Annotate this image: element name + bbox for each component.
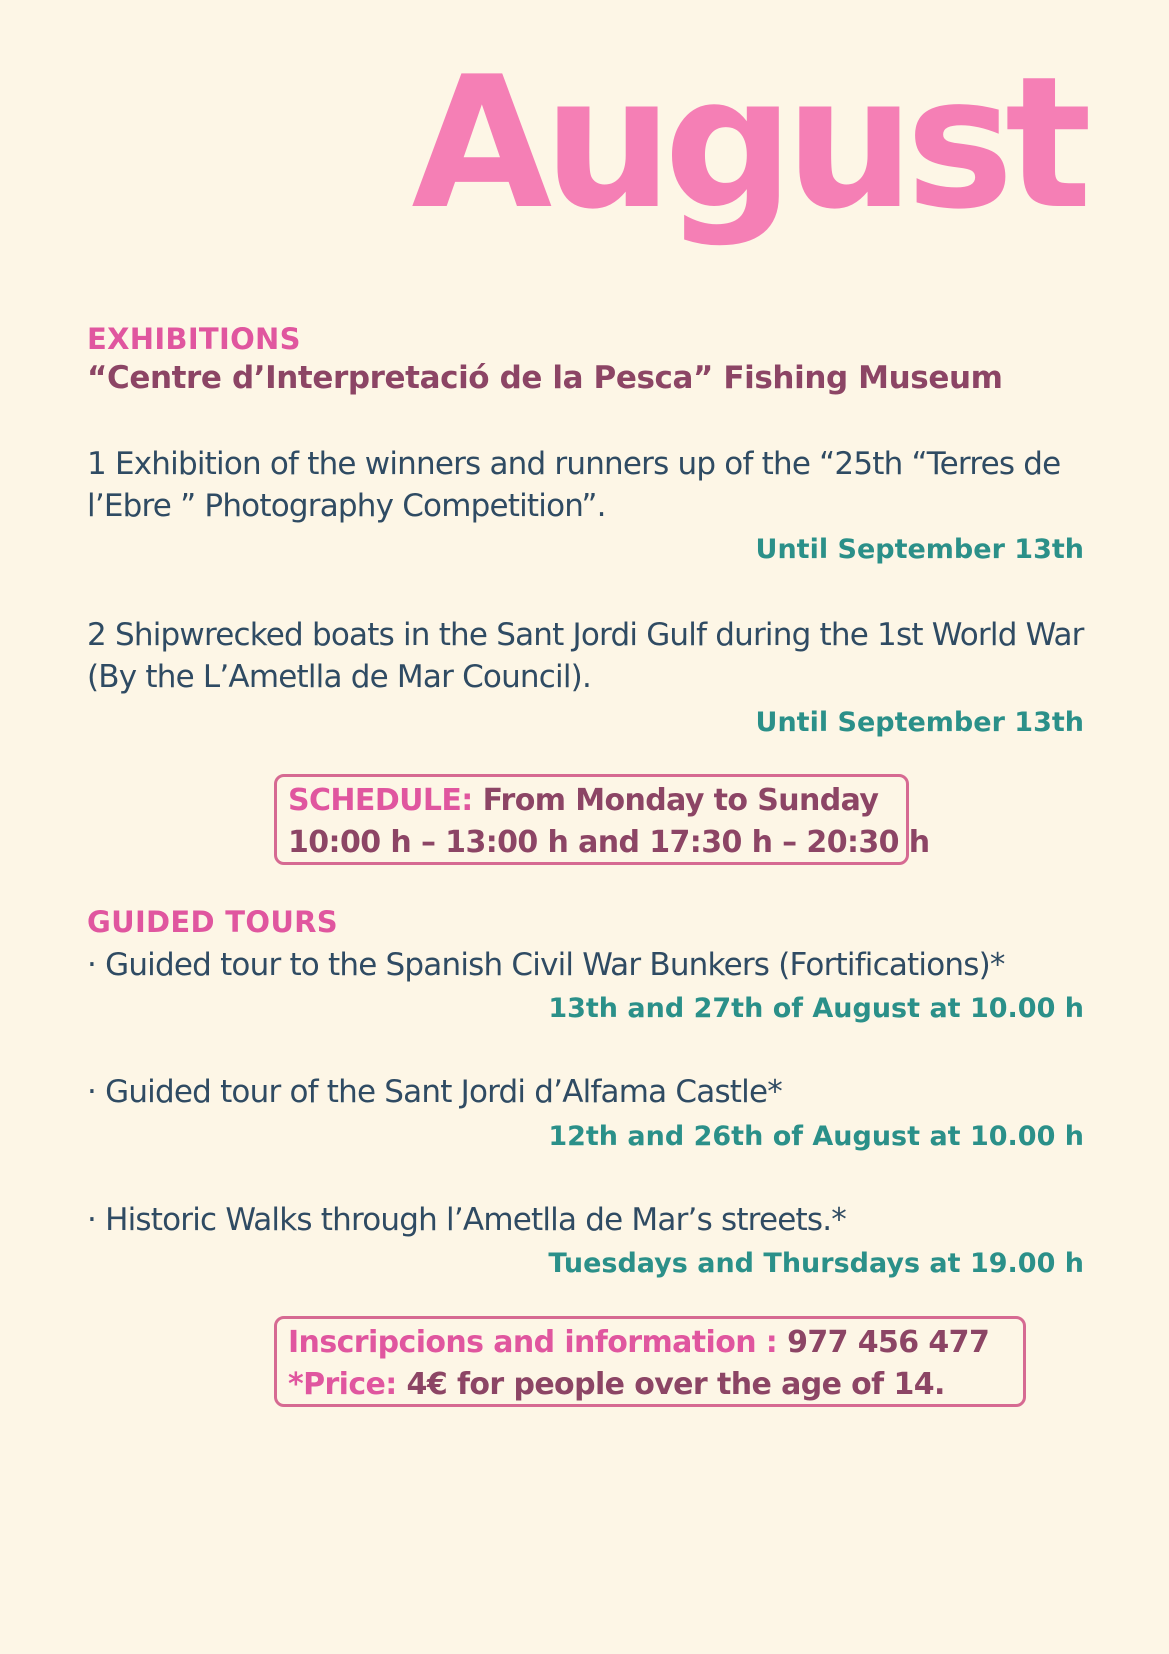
info-label: Inscripcions and information : bbox=[288, 1325, 778, 1360]
schedule-days: From Monday to Sunday bbox=[482, 783, 879, 818]
exhibition-item-1-date: Until September 13th bbox=[755, 534, 1084, 565]
tour-item-2-date: 12th and 26th of August at 10.00 h bbox=[548, 1121, 1084, 1152]
schedule-hours: 10:00 h – 13:00 h and 17:30 h – 20:30 h bbox=[288, 825, 930, 860]
guided-tours-heading: GUIDED TOURS bbox=[87, 905, 338, 939]
schedule-box bbox=[274, 774, 930, 865]
tour-item-1-date: 13th and 27th of August at 10.00 h bbox=[548, 993, 1084, 1024]
price-text: 4€ for people over the age of 14. bbox=[406, 1367, 945, 1402]
tour-item-2: · Guided tour of the Sant Jordi d’Alfama Castle* bbox=[87, 1074, 782, 1110]
exhibition-venue: “Centre d’Interpretació de la Pesca” Fishing Museum bbox=[87, 360, 1003, 396]
exhibition-item-2-date: Until September 13th bbox=[755, 707, 1084, 738]
tour-item-3: · Historic Walks through l’Ametlla de Mar’s streets.* bbox=[87, 1202, 846, 1238]
exhibitions-heading: EXHIBITIONS bbox=[87, 322, 301, 356]
tour-item-3-date: Tuesdays and Thursdays at 19.00 h bbox=[548, 1248, 1084, 1279]
schedule-label: SCHEDULE: bbox=[288, 783, 473, 818]
exhibition-item-1: 1 Exhibition of the winners and runners up of the “25th “Terres de l’Ebre ” Photography Competition”. bbox=[87, 446, 1061, 524]
tour-item-1: · Guided tour to the Spanish Civil War Bunkers (Fortifications)* bbox=[87, 947, 1005, 983]
info-phone: 977 456 477 bbox=[787, 1325, 990, 1360]
exhibition-item-2: 2 Shipwrecked boats in the Sant Jordi Gulf during the 1st World War (By the L’Ametlla de Mar Council). bbox=[87, 617, 1084, 695]
month-title: August bbox=[411, 37, 1083, 249]
price-label: *Price: bbox=[288, 1367, 397, 1402]
info-box bbox=[274, 1316, 1026, 1407]
